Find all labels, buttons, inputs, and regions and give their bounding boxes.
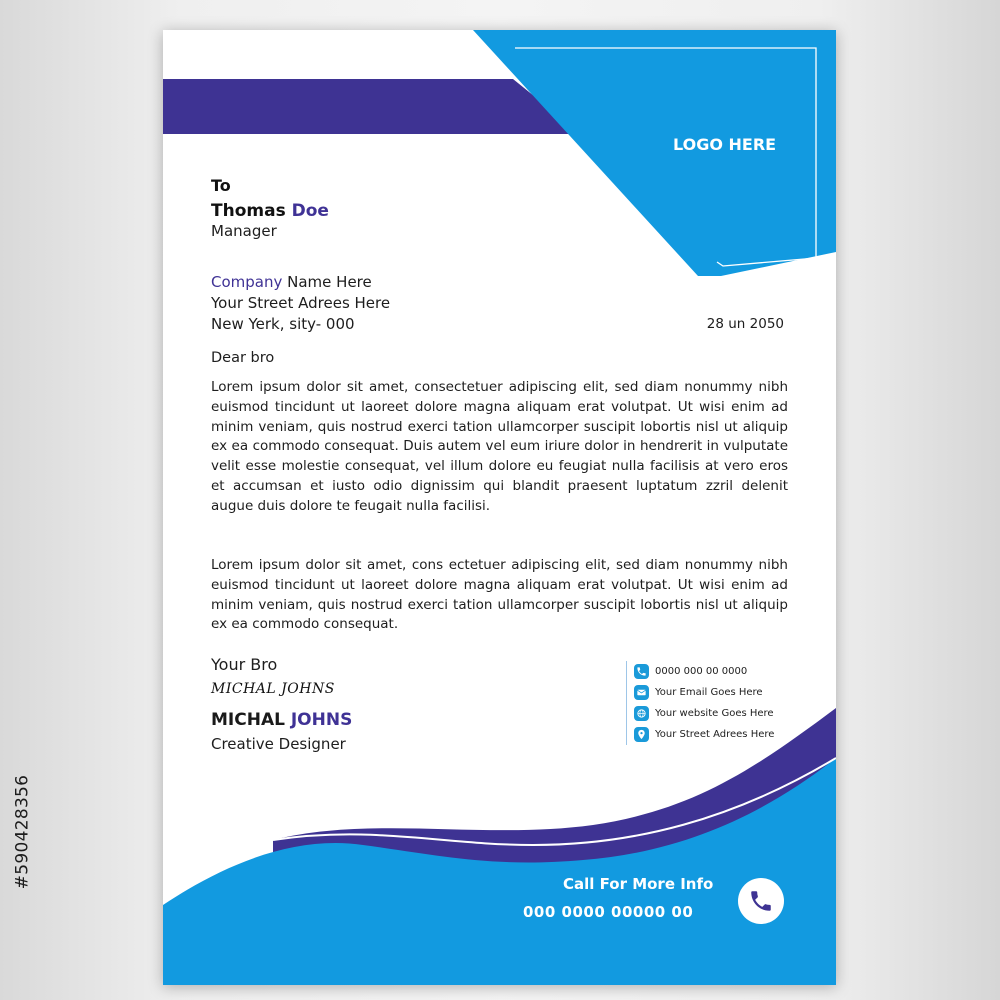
signature: MICHAL JOHNS [211, 681, 335, 697]
to-label: To [211, 176, 231, 195]
footer-phone-icon [748, 888, 774, 914]
contact-address [634, 724, 774, 745]
header-purple-band [163, 79, 581, 134]
letterhead-page [163, 30, 836, 985]
contact-phone [634, 661, 774, 682]
street-address: Your Street Adrees Here [211, 294, 391, 312]
closing-line: Your Bro [211, 655, 278, 674]
email-icon [634, 685, 649, 700]
city-line: New Yerk, sity- 000 [211, 315, 355, 333]
contact-website-text: Your website Goes Here [655, 708, 774, 719]
logo-placeholder: LOGO HERE [673, 135, 777, 154]
stock-id-text: #590428356 [12, 774, 32, 890]
company-line [211, 273, 372, 291]
sender-role: Creative Designer [211, 735, 346, 753]
recipient-first-name: Thomas [211, 201, 286, 221]
sender-first-name: MICHAL [211, 710, 285, 730]
contact-phone-text: 0000 000 00 0000 [655, 666, 748, 677]
contact-list [626, 661, 774, 745]
sender-name [211, 710, 352, 730]
contact-address-text: Your Street Adrees Here [655, 729, 775, 740]
globe-icon [634, 706, 649, 721]
body-paragraph-1: Lorem ipsum dolor sit amet, consectetuer adipiscing elit, sed diam nonummy nibh euismod tincidunt ut laoreet dolore magna aliquam erat volutpat. Ut wisi enim ad minim veniam, quis nostrud exerci tation ullamcorper suscipit lobortis nisl ut aliquip ex ea commodo consequat. Duis autem vel eum iriure dolor in hendrerit in vulputate velit esse molestie consequat, vel illum dolore eu feugiat nulla facilisis at vero eros et accumsan et iusto odio dignissim qui blandit praesent luptatum zzril delenit augue duis dolore te feugait nulla facilisi. [211, 379, 788, 514]
phone-icon [634, 664, 649, 679]
location-icon [634, 727, 649, 742]
recipient-last-name: Doe [291, 201, 329, 221]
contact-email [634, 682, 774, 703]
contact-email-text: Your Email Goes Here [655, 687, 763, 698]
letter-date: 28 un 2050 [706, 316, 784, 332]
sender-last-name: JOHNS [290, 710, 353, 730]
recipient-name [211, 201, 329, 221]
recipient-title: Manager [211, 222, 277, 240]
header-blue-panel [473, 30, 836, 276]
contact-website [634, 703, 774, 724]
call-number: 000 0000 00000 00 [523, 903, 694, 921]
footer-phone-badge [738, 878, 784, 924]
stock-id-label [6, 757, 38, 907]
company-highlight: Company [211, 273, 283, 291]
company-rest: Name Here [282, 273, 372, 291]
call-to-action: Call For More Info [563, 875, 714, 893]
greeting: Dear bro [211, 350, 275, 366]
body-paragraph-2: Lorem ipsum dolor sit amet, cons ectetuer adipiscing elit, sed diam nonummy nibh euismod tincidunt ut laoreet dolore magna aliquam erat volutpat. Ut wisi enim ad minim veniam, quis nostrud exerci tation ullamcorper suscipit lobortis nisl ut aliquip ex ea commodo consequat. [211, 557, 788, 633]
